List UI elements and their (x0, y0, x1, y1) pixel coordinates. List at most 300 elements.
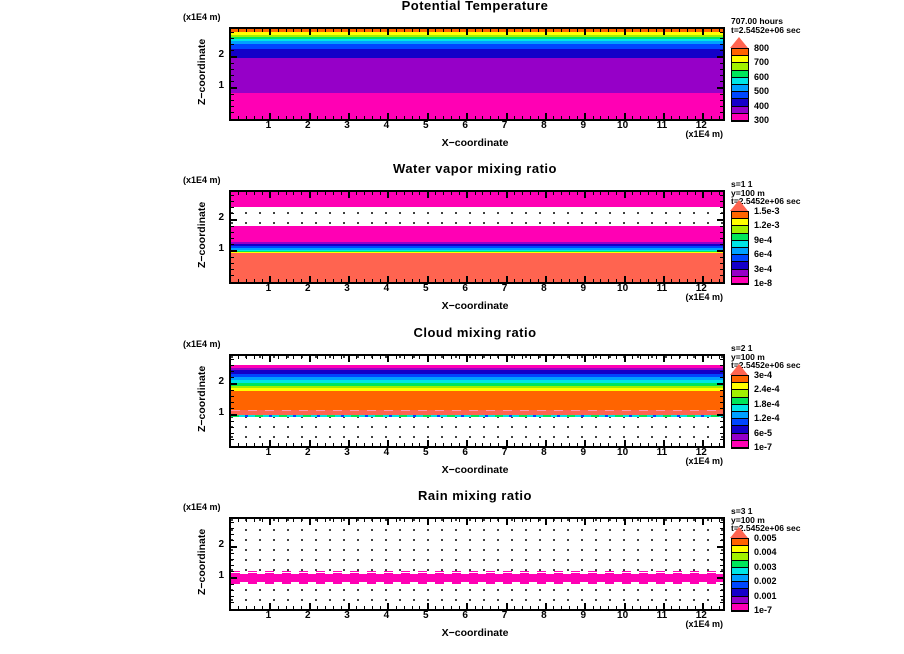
axis-tick (584, 113, 586, 119)
axis-tick (545, 440, 547, 446)
axis-tick (231, 571, 234, 572)
x-axis-label: X−coordinate (441, 627, 509, 639)
axis-tick (238, 606, 239, 609)
axis-tick (687, 356, 688, 359)
axis-tick (608, 519, 609, 522)
axis-tick (545, 29, 547, 35)
axis-tick (514, 519, 515, 522)
axis-tick (720, 44, 723, 45)
axis-tick (522, 606, 523, 609)
axis-tick (720, 534, 723, 535)
axis-tick (475, 279, 476, 282)
axis-tick (553, 356, 554, 359)
colorbar-label: 0.003 (754, 561, 777, 572)
axis-tick (616, 356, 617, 359)
x-tick-label: 12 (695, 283, 707, 294)
axis-tick (482, 116, 483, 119)
colorbar-band (732, 582, 748, 589)
axis-tick (711, 606, 712, 609)
axis-tick (293, 279, 294, 282)
axis-tick (593, 279, 594, 282)
axis-tick (309, 603, 311, 609)
axis-tick (348, 519, 350, 525)
axis-tick (482, 29, 483, 32)
axis-tick (624, 276, 626, 282)
axis-tick (451, 116, 452, 119)
axis-tick (720, 540, 723, 541)
colorbar-band (732, 56, 748, 63)
colorbar-label: 1.5e-3 (754, 206, 780, 216)
axis-tick (624, 440, 626, 446)
axis-tick (720, 94, 723, 95)
colorbar-label: 6e-4 (754, 249, 773, 260)
axis-tick (679, 443, 680, 446)
colorbar-band (732, 262, 748, 269)
axis-tick (435, 606, 436, 609)
axis-tick (412, 606, 413, 609)
axis-tick (301, 519, 302, 522)
axis-tick (498, 356, 499, 359)
axis-tick (301, 279, 302, 282)
axis-tick (482, 443, 483, 446)
colorbar-bands (731, 375, 749, 449)
axis-tick (482, 606, 483, 609)
colorbar-label: 1.2e-3 (754, 220, 780, 231)
axis-tick (720, 112, 723, 113)
axis-tick (412, 29, 413, 32)
axis-tick (498, 192, 499, 195)
colorbar-band (732, 597, 748, 604)
axis-tick (711, 192, 712, 195)
axis-tick (231, 75, 234, 76)
axis-tick (720, 75, 723, 76)
axis-tick (246, 356, 247, 359)
axis-tick (720, 559, 723, 560)
axis-tick (262, 606, 263, 609)
x-tick-label: 6 (462, 120, 468, 131)
axis-tick (356, 519, 357, 522)
axis-tick (387, 440, 389, 446)
axis-tick (687, 443, 688, 446)
axis-tick (412, 519, 413, 522)
axis-tick (482, 519, 483, 522)
axis-tick (656, 356, 657, 359)
panel-title: Water vapor mixing ratio (393, 161, 557, 176)
colorbar-band (732, 49, 748, 56)
axis-tick (490, 519, 491, 522)
axis-tick (254, 192, 255, 195)
colorbar-header-line: t=2.5452e+06 sec (731, 24, 801, 35)
axis-tick (561, 356, 562, 359)
axis-tick (593, 192, 594, 195)
axis-tick (545, 276, 547, 282)
axis-tick (561, 606, 562, 609)
axis-tick (419, 116, 420, 119)
colorbar-bands (731, 48, 749, 122)
x-tick-label: 4 (383, 447, 390, 458)
axis-tick (569, 116, 570, 119)
axis-tick (719, 606, 720, 609)
axis-tick (498, 519, 499, 522)
x-tick-label: 2 (304, 283, 311, 294)
axis-tick (317, 279, 318, 282)
axis-tick (364, 606, 365, 609)
axis-tick (624, 356, 626, 362)
axis-tick (720, 359, 723, 360)
axis-tick (262, 192, 263, 195)
axis-tick (419, 192, 420, 195)
axis-tick (720, 590, 723, 591)
axis-tick (522, 356, 523, 359)
y-axis-unit: (x1E4 m) (183, 175, 221, 185)
axis-tick (443, 443, 444, 446)
axis-tick (459, 606, 460, 609)
axis-tick (380, 192, 381, 195)
axis-tick (711, 116, 712, 119)
axis-tick (238, 29, 239, 32)
axis-tick (269, 440, 271, 446)
colorbar-band (732, 383, 748, 390)
axis-tick (593, 356, 594, 359)
axis-tick (435, 443, 436, 446)
axis-tick (293, 606, 294, 609)
axis-tick (687, 116, 688, 119)
axis-tick (490, 443, 491, 446)
axis-tick (720, 584, 723, 585)
colorbar-label: 1e-8 (754, 278, 773, 288)
axis-tick (231, 584, 234, 585)
axis-tick (600, 606, 601, 609)
x-axis-unit: (x1E4 m) (685, 619, 723, 629)
axis-tick (719, 279, 720, 282)
y-axis-unit: (x1E4 m) (183, 339, 221, 349)
axis-tick (632, 443, 633, 446)
axis-tick (396, 192, 397, 195)
axis-tick (577, 192, 578, 195)
axis-tick (679, 192, 680, 195)
axis-tick (720, 421, 723, 422)
axis-tick (404, 356, 405, 359)
axis-tick (663, 192, 665, 198)
x-tick-label: 12 (695, 610, 707, 621)
axis-tick (254, 279, 255, 282)
axis-tick (514, 29, 515, 32)
axis-tick (720, 408, 723, 409)
colorbar-label: 300 (754, 115, 770, 125)
axis-tick (561, 192, 562, 195)
axis-tick (286, 443, 287, 446)
axis-tick (309, 519, 311, 525)
axis-tick (254, 519, 255, 522)
colorbar-band (732, 241, 748, 248)
axis-tick (538, 443, 539, 446)
axis-tick (435, 192, 436, 195)
colorbar-label: 800 (754, 43, 770, 53)
axis-tick (231, 522, 234, 523)
panel-rain-mixing-ratio (0, 490, 904, 653)
y-tick-label: 1 (218, 242, 224, 254)
axis-tick (404, 443, 405, 446)
axis-tick (695, 356, 696, 359)
axis-tick (506, 113, 508, 119)
axis-tick (577, 356, 578, 359)
colorbar-overflow-triangle (730, 364, 748, 375)
axis-tick (396, 116, 397, 119)
axis-tick (333, 443, 334, 446)
axis-tick (648, 192, 649, 195)
axis-tick (372, 29, 373, 32)
axis-tick (443, 29, 444, 32)
axis-tick (506, 440, 508, 446)
axis-tick (687, 519, 688, 522)
axis-tick (278, 443, 279, 446)
x-tick-label: 6 (462, 283, 468, 294)
colorbar-label: 400 (754, 100, 770, 111)
axis-tick (435, 356, 436, 359)
axis-tick (717, 219, 723, 221)
colorbar-overflow-triangle (730, 200, 748, 211)
axis-tick (624, 192, 626, 198)
plot-area (229, 354, 725, 448)
axis-tick (569, 443, 570, 446)
axis-tick (648, 116, 649, 119)
colorbar-header-line: t=2.5452e+06 sec (731, 523, 801, 533)
axis-tick (702, 356, 704, 362)
colorbar-label: 3e-4 (754, 263, 773, 274)
axis-tick (451, 356, 452, 359)
axis-tick (333, 606, 334, 609)
axis-tick (640, 29, 641, 32)
axis-tick (545, 603, 547, 609)
axis-tick (720, 377, 723, 378)
axis-tick (231, 414, 237, 416)
axis-tick (246, 29, 247, 32)
axis-tick (412, 116, 413, 119)
axis-tick (325, 606, 326, 609)
axis-tick (608, 606, 609, 609)
axis-tick (530, 606, 531, 609)
x-tick-label: 9 (580, 283, 587, 294)
axis-tick (231, 244, 234, 245)
axis-tick (608, 279, 609, 282)
axis-tick (522, 279, 523, 282)
colorbar-band (732, 376, 748, 383)
plot-area (229, 190, 725, 284)
axis-tick (648, 519, 649, 522)
x-axis-label: X−coordinate (441, 137, 509, 149)
axis-tick (616, 443, 617, 446)
colorbar-band (732, 441, 748, 448)
axis-tick (632, 29, 633, 32)
colorbar-band (732, 107, 748, 114)
axis-tick (720, 244, 723, 245)
axis-tick (238, 116, 239, 119)
colorbar-band (732, 412, 748, 419)
axis-tick (269, 603, 271, 609)
axis-tick (506, 276, 508, 282)
axis-tick (231, 63, 234, 64)
axis-tick (269, 113, 271, 119)
x-tick-label: 9 (580, 610, 587, 621)
axis-tick (333, 116, 334, 119)
axis-tick (600, 519, 601, 522)
axis-tick (459, 356, 460, 359)
axis-ticks (231, 356, 723, 446)
axis-tick (309, 29, 311, 35)
x-tick-label: 3 (344, 610, 350, 621)
axis-tick (506, 519, 508, 525)
colorbar-band (732, 561, 748, 568)
x-tick-label: 7 (501, 610, 508, 621)
axis-tick (341, 192, 342, 195)
axis-tick (522, 192, 523, 195)
axis-tick (396, 606, 397, 609)
axis-tick (616, 279, 617, 282)
y-axis-label: Z−coordinate (196, 365, 208, 433)
axis-tick (553, 192, 554, 195)
axis-tick (530, 192, 531, 195)
axis-tick (262, 279, 263, 282)
axis-tick (720, 38, 723, 39)
axis-tick (246, 116, 247, 119)
axis-tick (720, 553, 723, 554)
axis-tick (593, 116, 594, 119)
axis-tick (443, 116, 444, 119)
x-tick-label: 1 (265, 283, 272, 294)
axis-tick (663, 356, 665, 362)
axis-tick (278, 29, 279, 32)
axis-tick (231, 238, 234, 239)
axis-tick (720, 396, 723, 397)
axis-tick (530, 443, 531, 446)
axis-tick (608, 356, 609, 359)
axis-tick (577, 29, 578, 32)
axis-tick (372, 356, 373, 359)
colorbar-header (731, 17, 800, 34)
axis-tick (269, 356, 271, 362)
x-tick-label: 3 (344, 120, 350, 131)
axis-tick (372, 192, 373, 195)
axis-tick (648, 356, 649, 359)
axis-tick (475, 192, 476, 195)
axis-tick (632, 356, 633, 359)
axis-tick (348, 29, 350, 35)
axis-tick (702, 276, 704, 282)
colorbar-band (732, 589, 748, 596)
axis-tick (671, 192, 672, 195)
axis-tick (231, 94, 234, 95)
axis-tick (702, 29, 704, 35)
colorbar-header-line: y=100 m (731, 514, 765, 525)
axis-tick (364, 279, 365, 282)
axis-tick (231, 528, 234, 529)
colorbar-band (732, 226, 748, 233)
axis-tick (333, 356, 334, 359)
axis-tick (671, 443, 672, 446)
axis-tick (624, 519, 626, 525)
x-tick-label: 9 (580, 447, 587, 458)
colorbar-band (732, 219, 748, 226)
axis-tick (577, 443, 578, 446)
axis-tick (720, 69, 723, 70)
axis-tick (538, 29, 539, 32)
axis-tick (387, 603, 389, 609)
axis-tick (301, 356, 302, 359)
axis-tick (396, 356, 397, 359)
axis-tick (717, 56, 723, 58)
axis-tick (231, 269, 234, 270)
axis-tick (231, 377, 234, 378)
axis-tick (514, 279, 515, 282)
x-tick-label: 10 (617, 610, 629, 621)
axis-tick (262, 519, 263, 522)
colorbar-label: 2.4e-4 (754, 384, 780, 395)
axis-tick (427, 603, 429, 609)
x-tick-label: 8 (541, 610, 547, 621)
colorbar-band (732, 390, 748, 397)
axis-tick (702, 440, 704, 446)
axis-tick (325, 116, 326, 119)
x-tick-label: 10 (617, 283, 629, 294)
axis-tick (616, 29, 617, 32)
axis-tick (720, 257, 723, 258)
axis-tick (278, 279, 279, 282)
axis-tick (451, 192, 452, 195)
axis-tick (427, 113, 429, 119)
axis-tick (695, 116, 696, 119)
axis-tick (459, 279, 460, 282)
colorbar-header-line: s=3 1 (731, 506, 753, 516)
axis-tick (514, 192, 515, 195)
axis-tick (695, 29, 696, 32)
axis-tick (624, 29, 626, 35)
axis-tick (246, 606, 247, 609)
panel-title: Cloud mixing ratio (413, 325, 537, 340)
axis-tick (427, 440, 429, 446)
axis-tick (466, 192, 468, 198)
colorbar-band (732, 575, 748, 582)
colorbar-band (732, 539, 748, 546)
colorbar-label: 9e-4 (754, 234, 773, 245)
colorbar-header-line: y=100 m (731, 351, 765, 362)
axis-tick (593, 606, 594, 609)
axis-tick (490, 192, 491, 195)
axis-tick (419, 606, 420, 609)
axis-tick (530, 356, 531, 359)
axis-tick (254, 356, 255, 359)
axis-tick (624, 603, 626, 609)
y-tick-label: 2 (218, 211, 224, 223)
x-tick-label: 4 (383, 610, 390, 621)
axis-tick (490, 606, 491, 609)
axis-tick (348, 356, 350, 362)
colorbar-band (732, 248, 748, 255)
axis-tick (459, 29, 460, 32)
axis-tick (545, 356, 547, 362)
axis-tick (569, 519, 570, 522)
colorbar-label: 0.002 (754, 576, 777, 587)
axis-tick (231, 106, 234, 107)
axis-tick (584, 29, 586, 35)
axis-tick (238, 519, 239, 522)
axis-tick (372, 606, 373, 609)
axis-tick (702, 113, 704, 119)
axis-tick (717, 546, 723, 548)
axis-tick (419, 519, 420, 522)
axis-tick (380, 116, 381, 119)
axis-tick (231, 50, 234, 51)
axis-tick (231, 396, 234, 397)
